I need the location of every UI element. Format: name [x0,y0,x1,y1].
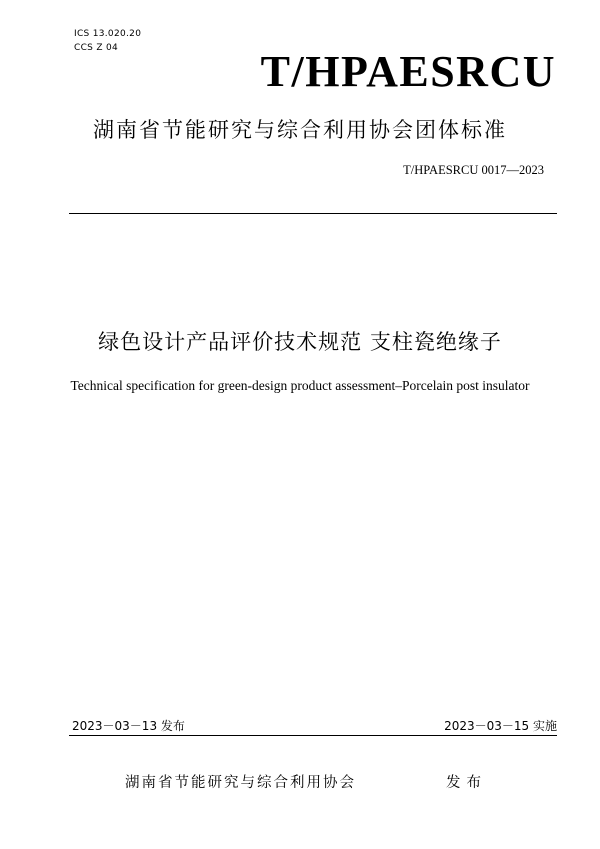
standard-logo: T/HPAESRCU [260,47,556,96]
implementation-date: 2023－03－15 实施 [444,719,557,733]
chinese-title: 绿色设计产品评价技术规范 支柱瓷绝缘子 [98,330,502,354]
issue-date: 2023－03－13 发布 [72,719,185,733]
bottom-divider [69,735,557,736]
publisher-name: 湖南省节能研究与综合利用协会 [125,775,356,791]
publish-label: 发布 [446,775,487,791]
organization-standard-title: 湖南省节能研究与综合利用协会团体标准 [93,118,507,142]
ccs-code: CCS Z 04 [74,43,119,53]
top-divider [69,213,557,214]
english-title: Technical specification for green-design product assessment–Porcelain post insulator [70,378,530,393]
standard-number: T/HPAESRCU 0017—2023 [403,163,544,177]
ics-code: ICS 13.020.20 [74,29,142,39]
